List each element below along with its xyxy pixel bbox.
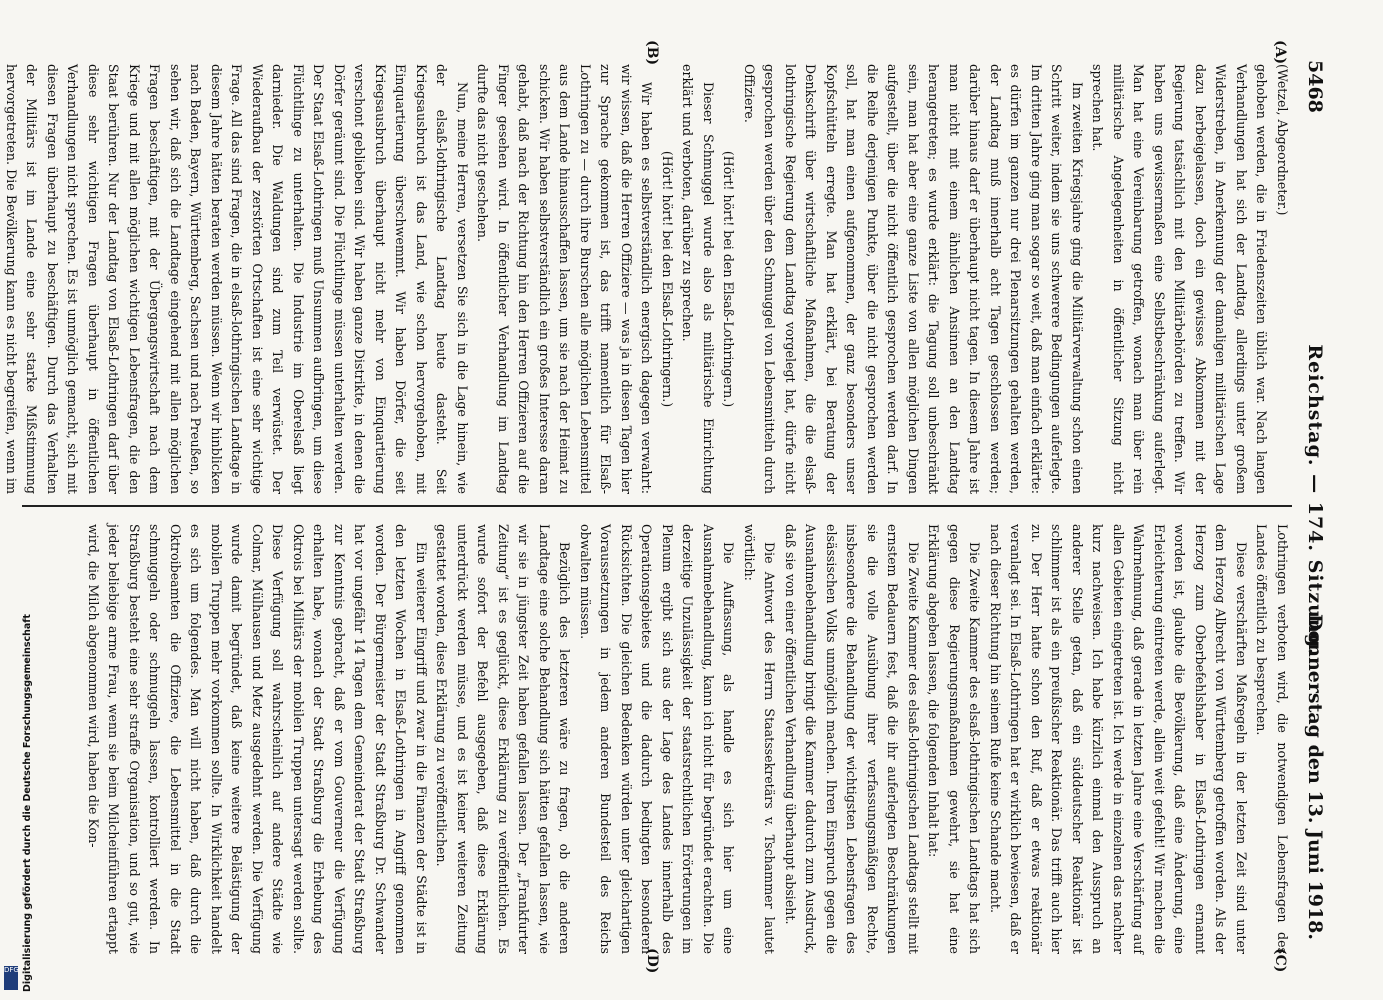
paragraph: Nun, meine Herren, versetzen Sie sich in die Lage hinein, wie der elsaß-lothringische Landtag heute dasteht. Seit Kriegsausbruch ist das Land, wie schon hervorgehoben, mit Einquartierung überschwemmt. Wir haben Dörfer, die seit Kriegsausbruch überhaupt nicht mehr von Einquartierung verschont geblieben sind. Wir haben ganze Distrikte, in denen die Dörfer geräumt sind. Die Flüchtlinge müssen unterhalten werden. Der Staat Elsaß-Lothringen muß Unsummen aufbringen, um diese Flüchtlinge zu unterhalten. Die Industrie im Oberelsaß liegt darnieder. Die Waldungen sind zum Teil verwüstet. Der Wiederaufbau der zerstörten Ortschaften ist eine sehr wichtige Frage. All das sind Fragen, die in elsaß-lothringischen Landtage in diesem Jahre hätten beraten werden müssen. Wenn wir hinblicken nach Baden, Bayern, Württemberg, Sachsen und nach Preußen, so sehen wir, daß sich die Landtage eingehend mit allen möglichen Fragen beschäftigen, mit der Übergangswirtschaft nach dem Kriege und mit allen möglichen wichtigen Lebensfragen, die den Staat berühren. Nur der Landtag von Elsaß-Lothringen darf über diese sehr wichtigen Fragen überhaupt in öffentlichen Verhandlungen nicht sprechen. Es ist unmöglich gemacht, sich mit diesen Fragen überhaupt zu beschäftigen. Durch das Verhalten der Militärs ist im Lande eine sehr starke Mißstimmung hervorgetreten. Die Bevölkerung kann es nicht begreifen, wenn im [4,64,470,494]
margin-marker-d: (D) [644,948,660,974]
session-date: Donnerstag den 13. Juni 1918. [1304,614,1326,940]
margin-marker-a: (A) [1272,40,1288,65]
dfg-logo-icon: DFG [4,966,18,990]
paragraph: Lothringen verboten wird, die notwendigen Lebensfragen des Landes öffentlich zu besprechen. [1254,524,1290,954]
page-number: 5468 [1304,60,1326,113]
margin-marker-b: (B) [644,40,660,66]
digitization-credit: Digitalisierung gefördert durch die Deutsche Forschungsgemeinschaft [22,614,33,992]
paragraph: Ein weiterer Eingriff und zwar in die Finanzen der Städte ist in den letzten Wochen in Elsaß-Lothringen in Angriff genommen worden. Der Bürgermeister der Stadt Straßburg Dr. Schwander hat vor ungefähr 14 Tagen dem Gemeinderat der Stadt Straßburg zur Kenntnis gebracht, daß er vom Gouverneur die Verfügung erhalten habe, wonach der Stadt Straßburg die Erhebung des Oktrois bei Militärs der mobilen Truppen untersagt werden sollte. Diese Verfügung soll wahrscheinlich auf andere Städte wie Colmar, Mülhausen und Metz ausgedehnt werden. Die Verfügung wurde damit begründet, daß keine weitere Belästigung der mobilen Truppen mehr vorkommen sollte. In Wirklichkeit handelt es sich um folgendes. Man will nicht haben, daß durch die Oktroibeamten die Offiziere, die Lebensmittel in die Stadt schmuggeln oder schmuggeln lassen, kontrolliert werden. In Straßburg besteht eine sehr straffe Organisation, und so gut, wie jeder beliebige arme Frau, wenn sie beim Milcheinführen ertappt wird, die Milch abgenommen wird, haben die Kon- [86,524,429,954]
speaker-note: (Wetzel, Abgeordneter.) [1275,64,1290,216]
paragraph: Dieser Schmuggel wurde also als militärische Einrichtung erklärt und verboten, darüber zu sprechen. [680,64,716,494]
paragraph: Die Antwort des Herrn Staatssekretärs v. Tschammer lautet wörtlich: [742,524,778,954]
right-column [22,524,1292,954]
paragraph: Die Zweite Kammer des elsaß-lothringischen Landtags hat sich gegen diese Regierungsmaßnahmen gewehrt, sie hat eine Erklärung abgeben lassen, die folgenden Inhalt hat: [926,524,983,954]
left-column [4,64,1292,494]
paragraph: Wir haben es selbstverständlich energisch dagegen verwahrt: wir wissen, daß die Herren Offiziere — was ja in diesen Tagen hier zur Sprache gekommen ist, das trifft namentlich für Elsaß-Lothringen zu — durch ihre Burschen alle möglichen Lebensmittel aus dem Lande hinausschaffen lassen, um sie nach der Heimat zu schicken. Wir haben selbstverständlich ein großes Interesse daran gehabt, daß nach der Richtung hin den Herren Offizieren auf die Finger gesehen wird. In öffentlicher Verhandlung im Landtag durfte das nicht geschehen. [475,64,655,494]
page-header [1296,50,1332,950]
interjection: (Hört! hört! bei den Elsaß-Lothringern.) [660,150,675,408]
column-divider [22,505,1292,507]
paragraph: Diese verschärften Maßregeln in der letzten Zeit sind unter dem Herzog Albrecht von Württemberg getroffen worden. Als der Herzog zum Oberbefehlshaber in Elsaß-Lothringen ernannt worden ist, glaubte die Bevölkerung, daß eine Änderung, eine Erleichterung eintreten werde, allein weit gefehlt! Wir machen die Wahrnehmung, daß gerade in letzten Jahre eine Verschärfung auf allen Gebieten eingetreten ist. Ich werde in einzelnen das nachher kurz nachweisen. Ich habe kürzlich einmal den Ausspruch an anderer Stelle getan, daß ein süddeutscher Reaktionär ist schlimmer ist als ein preußischer Reaktionär. Das trifft auch hier zu. Der Herr hatte schon den Ruf, daß er etwas reaktionär veranlagt sei. In Elsaß-Lothringen hat er wirklich bewiesen, daß er nach dieser Richtung hin seinem Rufe keine Schande macht. [988,524,1249,954]
paragraph: Bezüglich des letzteren wäre zu fragen, ob die anderen Landtage eine solche Behandlung sich hätten gefallen lassen, wie wir sie in jüngster Zeit haben gefallen lassen. Der „Frankfurter Zeitung“ ist es geglückt, diese Erklärung zu veröffentlichen. Es wurde sofort der Befehl ausgegeben, daß diese Erklärung unterdrückt werden müsse, und es ist keiner weiteren Zeitung gestattet worden, diese Erklärung zu veröffentlichen. [434,524,573,954]
interjection: (Hört! hört! bei den Elsaß-Lothringern.) [721,150,737,408]
quoted-declaration: Die Zweite Kammer des elsaß-lothringischen Landtags stellt mit ernstem Bedauern fest, daß die ihr auferlegten Beschränkungen sie die volle Ausübung ihrer verfassungsmäßigen Rechte, insbesondere die Behandlung der wichtigsten Lebensfragen des elsässischen Volks unmöglich machen. Ihren Einspruch gegen die Ausnahmebehandlung bringt die Kammer dadurch zum Ausdruck, daß sie von einer öffentlichen Verhandlung überhaupt absieht. [783,524,921,954]
margin-marker-c: (C) [1272,948,1288,973]
paragraph: gehoben werden, die in Friedenszeiten üblich war. Nach langen Verhandlungen hat sich der Landtag, allerdings unter großem Widerstreben, in Anerkennung der damaligen militärischen Lage dazu herbeigelassen, doch ein gewisses Abkommen mit der Regierung tatsächlich mit den Militärbehörden zu treffen. Wir haben uns gewissermaßen eine Selbstbeschränkung auferlegt. Man hat eine Vereinbarung getroffen, wonach man über rein militärische Angelegenheiten in öffentlicher Sitzung nicht sprechen hat. [1090,64,1270,494]
paragraph: Im zweiten Kriegsjahre ging die Militärverwaltung schon einen Schritt weiter, indem sie uns schwerere Bedingungen auferlegte. Im dritten Jahre ging man sogar so weit, daß man einfach erklärte: es dürfen im ganzen nur drei Plenarsitzungen gehalten werden, der Landtag muß innerhalb acht Tagen geschlossen werden; darüber hinaus darf er überhaupt nicht tagen. In diesem Jahre ist man nicht mit einem ähnlichen Ansinnen an den Landtag herangetreten; es wurde erklärt: die Tagung soll unbeschränkt sein, man hat aber eine ganze Liste von allen möglichen Dingen aufgestellt, über die nicht öffentlich gesprochen werden darf. In die Reihe derjenigen Punkte, über die nicht gesprochen werden soll, hat man einen aufgenommen, der ganz besonders unser Kopfschütteln erregte. Man hat erklärt, bei Beratung der Denkschrift über wirtschaftliche Maßnahmen, die die elsaß-lothringische Regierung dem Landtag vorgelegt hat, dürfe nicht gesprochen werden über den Schmuggel von Lebensmitteln durch Offiziere. [742,64,1085,494]
page-title: Reichstag. — 174. Sitzung. [1304,344,1326,656]
quoted-answer: Die Auffassung, als handle es sich hier um eine Ausnahmebehandlung, kann ich nicht für begründet erachten. Die derzeitige Unzulässigkeit der staatsrechtlichen Erörterungen im Plenum ergibt sich aus der Lage des Landes innerhalb des Operationsgebietes und die dadurch bedingten besonderen Rücksichten. Die gleichen Bedenken würden unter gleichartigen Voraussetzungen in jedem anderen Bundesteil des Reichs obwalten müssen. [578,524,737,954]
